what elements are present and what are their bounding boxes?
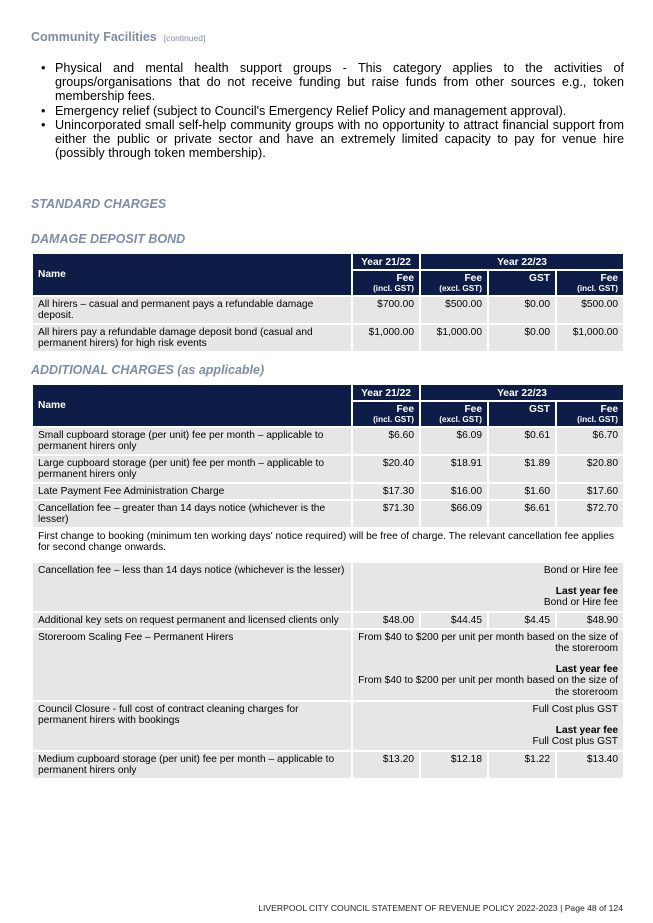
fee-prev: $17.30: [353, 484, 419, 499]
gst: $0.00: [489, 297, 555, 323]
fee-description: Bond or Hire fee Last year fee Bond or Hire fee: [353, 563, 623, 611]
fee-incl: $20.80: [557, 456, 623, 482]
row-name: Cancellation fee – greater than 14 days notice (whichever is the lesser): [33, 501, 351, 527]
page-footer: LIVERPOOL CITY COUNCIL STATEMENT OF REVENUE POLICY 2022-2023 | Page 48 of 124: [258, 903, 623, 913]
column-header-year-prev: Year 21/22: [353, 385, 419, 400]
fee-description: Full Cost plus GST Last year fee Full Cost plus GST: [353, 702, 623, 750]
fee-excl: $500.00: [421, 297, 487, 323]
column-header-fee-prev: Fee (incl. GST): [353, 402, 419, 426]
row-name: Cancellation fee – less than 14 days notice (whichever is the lesser): [33, 563, 351, 611]
fee-description: From $40 to $200 per unit per month based on the size of the storeroom Last year fee From $40 to $200 per unit per month based on the size of the storeroom: [353, 630, 623, 701]
column-header-year-prev: Year 21/22: [353, 254, 419, 269]
row-name: All hirers pay a refundable damage deposit bond (casual and permanent hirers) for high risk events: [33, 325, 351, 351]
continued-label: [continued]: [163, 33, 206, 43]
column-header-year-current: Year 22/23: [421, 385, 623, 400]
row-name: Large cupboard storage (per unit) fee per month – applicable to permanent hirers only: [33, 456, 351, 482]
standard-charges-heading: STANDARD CHARGES: [31, 197, 167, 211]
damage-deposit-table: [31, 252, 625, 353]
fee-excl: $16.00: [421, 484, 487, 499]
gst: $0.61: [489, 428, 555, 454]
fee-incl: $72.70: [557, 501, 623, 527]
fee-incl: $1,000.00: [557, 325, 623, 351]
fee-excl: $44.45: [421, 613, 487, 628]
row-name: All hirers – casual and permanent pays a refundable damage deposit.: [33, 297, 351, 323]
fee-incl: $6.70: [557, 428, 623, 454]
column-header-fee-prev: Fee (incl. GST): [353, 271, 419, 295]
last-year-label: Last year fee: [555, 724, 619, 736]
list-item: • Physical and mental health support groups - This category applies to the activities of groups/organisations that do not receive funding but raise funds from other sources e.g., token membership fees.: [39, 61, 624, 104]
column-header-fee-incl: Fee (incl. GST): [557, 271, 623, 295]
table-row: [33, 630, 623, 701]
table-row: [33, 613, 623, 628]
fee-excl: $6.09: [421, 428, 487, 454]
gst: $1.22: [489, 752, 555, 778]
fee-incl: $48.90: [557, 613, 623, 628]
fee-prev: $1,000.00: [353, 325, 419, 351]
column-header-fee-excl: Fee (excl. GST): [421, 402, 487, 426]
fee-prev: $13.20: [353, 752, 419, 778]
table-row: [33, 702, 623, 750]
row-name: Small cupboard storage (per unit) fee per month – applicable to permanent hirers only: [33, 428, 351, 454]
row-name: Council Closure - full cost of contract cleaning charges for permanent hirers with bookings: [33, 702, 351, 750]
column-header-name: Name: [33, 385, 351, 426]
row-name: Medium cupboard storage (per unit) fee per month – applicable to permanent hirers only: [33, 752, 351, 778]
table-row: [33, 501, 623, 527]
table-row: [33, 563, 623, 611]
column-header-name: Name: [33, 254, 351, 295]
fee-prev: $700.00: [353, 297, 419, 323]
column-header-year-current: Year 22/23: [421, 254, 623, 269]
fee-excl: $1,000.00: [421, 325, 487, 351]
last-year-label: Last year fee: [555, 663, 619, 675]
row-name: Storeroom Scaling Fee – Permanent Hirers: [33, 630, 351, 701]
cancellation-note: First change to booking (minimum ten working days' notice required) will be free of charge. The relevant cancellation fee applies for second change onwards.: [33, 529, 623, 555]
list-item: • Unincorporated small self-help community groups with no opportunity to attract financial support from either the public or private sector and have an extremely limited capacity to pay for venue hire (possibly through token membership).: [39, 118, 624, 161]
fee-excl: $18.91: [421, 456, 487, 482]
eligibility-list: [39, 61, 624, 160]
gst: $1.89: [489, 456, 555, 482]
section-title: Community Facilities: [31, 30, 157, 44]
row-name: Additional key sets on request permanent and licensed clients only: [33, 613, 351, 628]
column-header-gst: GST: [489, 271, 555, 295]
table-row: [33, 297, 623, 323]
column-header-fee-incl: Fee (incl. GST): [557, 402, 623, 426]
list-item: • Emergency relief (subject to Council's Emergency Relief Policy and management approval).: [39, 104, 624, 118]
row-name: Late Payment Fee Administration Charge: [33, 484, 351, 499]
fee-prev: $71.30: [353, 501, 419, 527]
table-row: [33, 325, 623, 351]
fee-prev: $20.40: [353, 456, 419, 482]
last-year-label: Last year fee: [555, 585, 619, 597]
fee-incl: $13.40: [557, 752, 623, 778]
fee-incl: $17.60: [557, 484, 623, 499]
page-header: [31, 30, 205, 44]
column-header-gst: GST: [489, 402, 555, 426]
additional-charges-heading: ADDITIONAL CHARGES (as applicable): [31, 363, 265, 377]
gst: $1.60: [489, 484, 555, 499]
fee-excl: $12.18: [421, 752, 487, 778]
gst: $6.61: [489, 501, 555, 527]
fee-excl: $66.09: [421, 501, 487, 527]
fee-incl: $500.00: [557, 297, 623, 323]
gst: $0.00: [489, 325, 555, 351]
table-row: [33, 484, 623, 499]
gst: $4.45: [489, 613, 555, 628]
table-row: [33, 456, 623, 482]
damage-deposit-heading: DAMAGE DEPOSIT BOND: [31, 232, 186, 246]
additional-charges-table: [31, 383, 625, 780]
column-header-fee-excl: Fee (excl. GST): [421, 271, 487, 295]
table-row: [33, 428, 623, 454]
table-row: [33, 752, 623, 778]
table-note-row: [33, 529, 623, 555]
fee-prev: $6.60: [353, 428, 419, 454]
fee-prev: $48.00: [353, 613, 419, 628]
